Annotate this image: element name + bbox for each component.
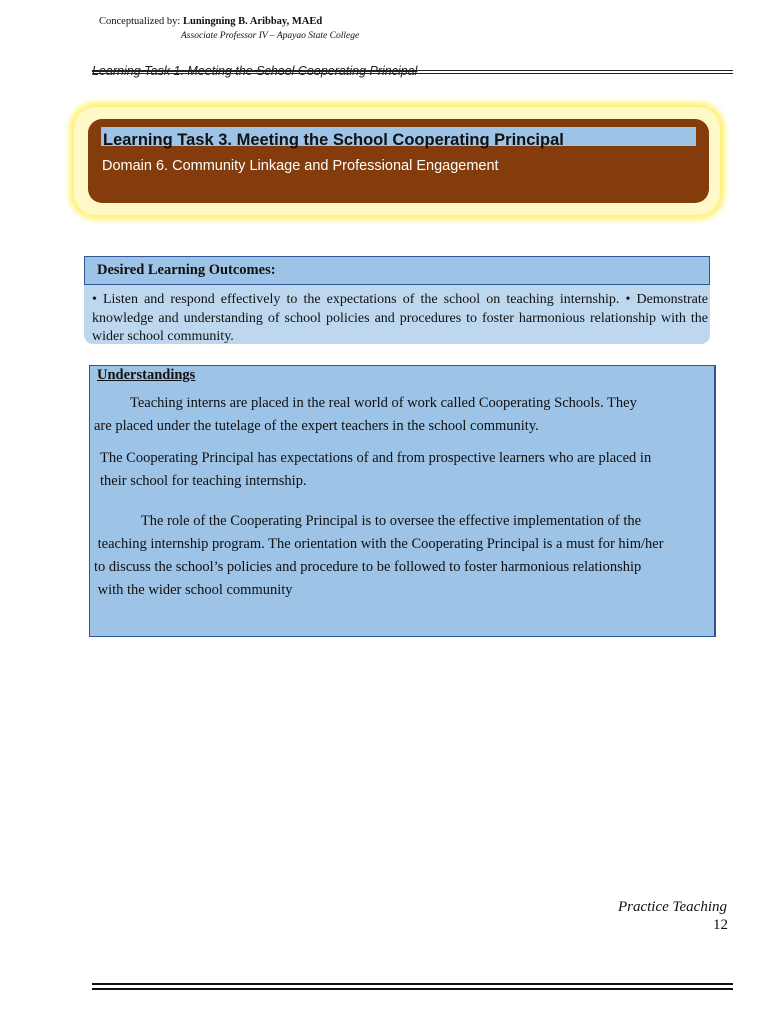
outcomes-heading: Desired Learning Outcomes:	[97, 262, 276, 278]
understandings-paragraph-3	[94, 510, 664, 602]
understandings-heading: Understandings	[97, 367, 196, 383]
paragraph-line: are placed under the tutelage of the expert teachers in the school community.	[94, 418, 539, 434]
paragraph-line: to discuss the school’s policies and procedure to be followed to foster harmonious relationship	[94, 559, 642, 575]
footer-rule	[92, 983, 733, 990]
credit-prefix: Conceptualized by:	[99, 16, 183, 27]
outcomes-body	[84, 285, 710, 344]
domain-subtitle: Domain 6. Community Linkage and Professional Engagement	[102, 158, 499, 174]
paragraph-line: their school for teaching internship.	[100, 473, 307, 489]
outcomes-header	[84, 256, 710, 285]
running-header: Learning Task 1. Meeting the School Cooperating Principal	[92, 64, 418, 78]
paragraph-line: teaching internship program. The orientation with the Cooperating Principal is a must for him/her	[94, 536, 664, 552]
author-credit	[99, 16, 322, 27]
footer-course-title: Practice Teaching	[617, 899, 727, 915]
paragraph-line: The Cooperating Principal has expectations of and from prospective learners who are placed in	[100, 450, 652, 466]
credit-name: Luningning B. Aribbay, MAEd	[182, 16, 323, 27]
understandings-paragraph-2	[100, 447, 651, 493]
page-number: 12	[713, 917, 728, 933]
author-title: Associate Professor IV – Apayao State College	[181, 31, 360, 41]
paragraph-line: Teaching interns are placed in the real world of work called Cooperating Schools. They	[94, 395, 637, 411]
header-rule	[92, 70, 733, 74]
understandings-box	[89, 365, 716, 637]
outcomes-text: • Listen and respond effectively to the expectations of the school on teaching internship. • Demonstrate knowledge and understanding of school policies and procedures to foster harmonious relationship with the wider school community.	[92, 292, 708, 344]
paragraph-line: The role of the Cooperating Principal is to oversee the effective implementation of the	[94, 513, 642, 529]
task-banner	[88, 119, 709, 203]
task-title: Learning Task 3. Meeting the School Cooperating Principal	[101, 127, 696, 146]
paragraph-line: with the wider school community	[94, 582, 293, 598]
understandings-paragraph-1	[94, 392, 637, 438]
